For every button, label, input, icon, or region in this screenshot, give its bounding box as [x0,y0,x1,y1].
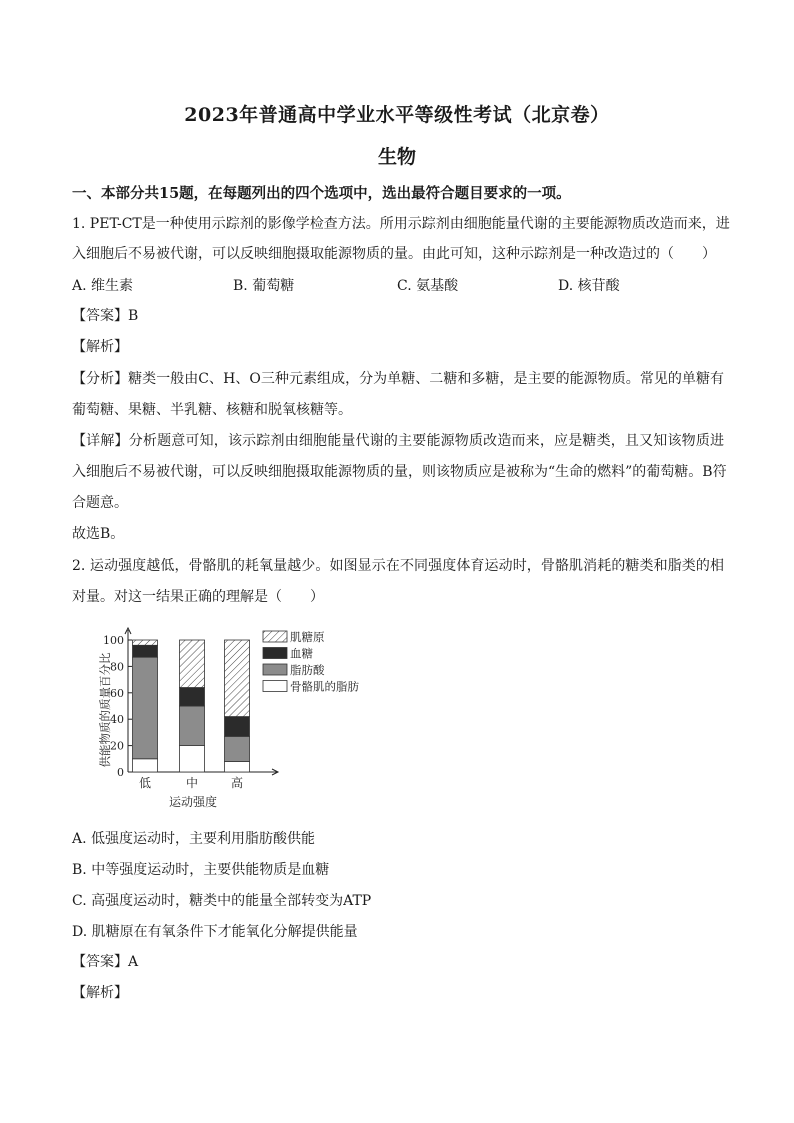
page-title: 2023年普通高中学业水平等级性考试（北京卷） [184,104,610,126]
chart-legend [263,630,359,694]
q1-xiangjie-line-1: 【详解】分析题意可知，该示踪剂由细胞能量代谢的主要能源物质改造而来，应是糖类，且又知该物质进 [72,433,724,449]
bar-segment [225,761,250,772]
x-tick-label: 低 [138,776,152,790]
subject-title: 生物 [377,146,416,168]
legend-swatch [263,631,287,642]
y-axis-label: 供能物质的质量百分比 [98,652,112,768]
q2-option-b: B. 中等强度运动时，主要供能物质是血糖 [72,862,330,878]
legend-label: 血糖 [290,646,313,661]
legend-label: 脂肪酸 [290,663,325,677]
q1-option-c: C. 氨基酸 [397,278,459,294]
q1-answer: 【答案】B [72,308,139,324]
bar-segment [180,706,205,746]
q1-option-b: B. 葡萄糖 [233,278,295,294]
legend-label: 骨骼肌的脂肪 [290,679,359,694]
section-heading: 一、本部分共15题，在每题列出的四个选项中，选出最符合题目要求的一项。 [72,185,571,202]
legend-swatch [263,648,287,659]
y-tick-label: 40 [110,713,124,727]
bar-segment [180,746,205,772]
legend-swatch [263,664,287,675]
q1-option-d: D. 核苷酸 [558,278,620,294]
q2-stem-line-1: 2. 运动强度越低，骨骼肌的耗氧量越少。如图显示在不同强度体育运动时，骨骼肌消耗的糖类和脂类的相 [72,558,724,574]
q1-xiangjie-line-3: 合题意。 [72,495,128,511]
x-axis-label: 运动强度 [168,795,218,809]
q2-analysis-label: 【解析】 [72,985,128,1001]
y-tick-label: 80 [110,660,124,674]
bar-segment [180,640,205,688]
y-tick-label: 0 [117,766,124,779]
bar-segment [225,717,250,737]
q1-fenxi-line-1: 【分析】糖类一般由C、H、O三种元素组成，分为单糖、二糖和多糖，是主要的能源物质。常见的单糖有 [72,371,724,387]
y-tick-label: 100 [103,634,124,647]
y-tick-label: 20 [110,739,124,753]
bar-segment [133,640,158,645]
q2-answer: 【答案】A [72,954,139,970]
stacked-bar-chart [100,626,380,812]
q1-conclusion: 故选B。 [72,526,125,542]
legend-swatch [263,681,287,692]
x-tick-label: 高 [230,776,244,790]
q1-stem-line-1: 1. PET-CT是一种使用示踪剂的影像学检查方法。所用示踪剂由细胞能量代谢的主要能源物质改造而来，进 [72,216,730,232]
q2-stem-line-2: 对量。对这一结果正确的理解是（ ） [72,589,324,605]
legend-label: 肌糖原 [290,630,325,644]
bar-segment [225,736,250,761]
x-tick-label: 中 [185,776,199,790]
bar-segment [133,759,158,772]
bar-segment [180,688,205,706]
y-tick-label: 60 [110,686,124,700]
q1-xiangjie-line-2: 入细胞后不易被代谢，可以反映细胞摄取能源物质的量，则该物质应是被称为“生命的燃料”的葡萄糖。B符 [72,464,727,480]
bar-segment [133,657,158,759]
q1-analysis-label: 【解析】 [72,339,128,355]
chart-bars [133,640,250,790]
q2-option-d: D. 肌糖原在有氧条件下才能氧化分解提供能量 [72,924,358,940]
q2-option-c: C. 高强度运动时，糖类中的能量全部转变为ATP [72,893,372,909]
q1-option-a: A. 维生素 [72,278,134,294]
bar-segment [225,640,250,717]
q1-stem-line-2: 入细胞后不易被代谢，可以反映细胞摄取能源物质的量。由此可知，这种示踪剂是一种改造过的（ ） [72,246,716,262]
q1-fenxi-line-2: 葡萄糖、果糖、半乳糖、核糖和脱氧核糖等。 [72,402,352,418]
bar-segment [133,645,158,657]
q2-option-a: A. 低强度运动时，主要利用脂肪酸供能 [72,831,316,847]
